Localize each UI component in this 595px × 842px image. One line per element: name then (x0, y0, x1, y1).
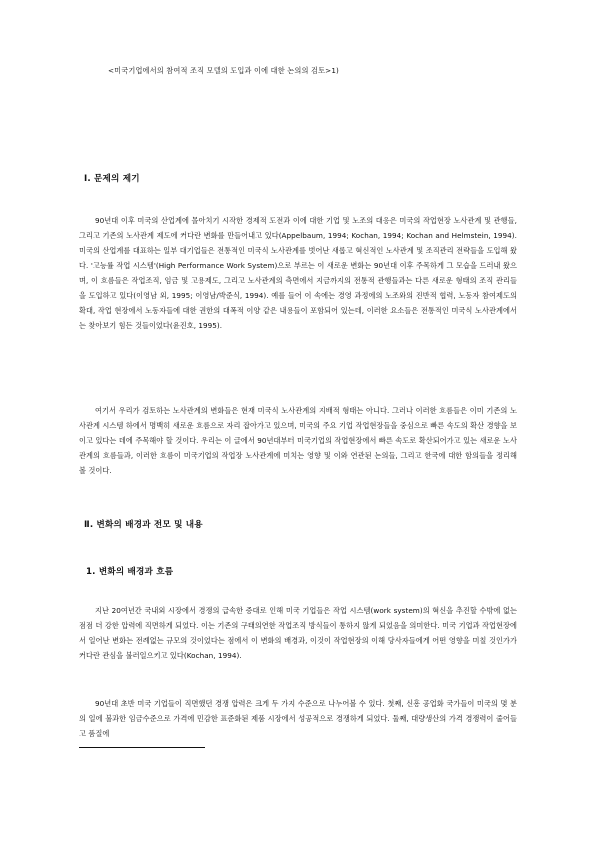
section-heading-problem: Ⅰ. 문제의 제기 (84, 174, 140, 184)
body-paragraph: 지난 20여년간 국내외 시장에서 경쟁의 급속한 증대로 인해 미국 기업들은 작업 시스템(work system)의 혁신을 추진할 수밖에 없는 점점 더 강한 압력에 직면하게 되었다. 이는 기존의 구태의연한 작업조직 방식들이 통하지 않게 되었음을 의미한다. 미국 기업과 작업현장에서 일어난 변화는 전례없는 규모의 것이었다는 점에서 이 변화의 배경과, 이것이 작업현장의 이해 당사자들에게 어떤 영향을 미칠 것인가가 커다란 관심을 불러일으키고 있다(Kochan, 1994). (79, 606, 517, 660)
subsection-heading: 1. 변화의 배경과 흐름 (86, 567, 174, 577)
body-paragraph: 90년대 이후 미국의 산업계에 몰아치기 시작한 경제적 도전과 이에 대한 기업 및 노조의 대응은 미국의 작업현장 노사관계 및 관행들, 그리고 기존의 노사관계 제도에 커다란 변화를 만들어내고 있다(Appelbaum, 1994; Kochan, 1994; Kochan and Helmstein, 1994). 미국의 산업계를 대표하는 일부 대기업들은 전통적인 미국식 노사관계를 벗어난 새롭고 혁신적인 노사관계 및 조직관리 전략들을 도입해 왔다. '고능률 작업 시스템'(High Performance Work System)으로 부르는 이 새로운 변화는 90년대 이후 주목하게 그 모습을 드러내 왔으며, 이 흐름들은 작업조직, 임금 및 고용제도, 그리고 노사관계의 측면에서 지금까지의 전통적 관행들과는 다른 새로운 형태의 조직 관리들을 도입하고 있다(이영남 외, 1995; 이영남/박준식, 1994). 예를 들어 이 속에는 경영 과정에의 노조와의 진반적 협력, 노동자 참여제도의 확대, 작업 현장에서 노동자들에 대한 권한의 대폭적 이양 같은 내용들이 포함되어 있는데, 이러한 요소들은 전통적인 미국식 노사관계에서는 찾아보기 힘든 것들이었다(윤진호, 1995). (79, 216, 517, 330)
body-paragraph: 90년대 초반 미국 기업들이 직면했던 경쟁 압력은 크게 두 가지 수준으로 나누어볼 수 있다. 첫째, 신흥 공업화 국가들이 미국의 몇 분의 일에 불과한 임금수준으로 가격에 민감한 표준화된 제품 시장에서 성공적으로 경쟁하게 되었다. 둘째, 대량생산의 가격 경쟁력이 줄어들고 품질에 (79, 699, 517, 738)
body-paragraph: 여기서 우리가 검토하는 노사관계의 변화들은 현재 미국식 노사관계의 지배적 형태는 아니다. 그러나 이러한 흐름들은 이미 기존의 노사관계 시스템 하에서 명백히 새로운 흐름으로 자리 잡아가고 있으며, 미국의 주요 기업 작업현장들을 중심으로 빠른 속도의 확산 경향을 보이고 있다는 데에 주목해야 할 것이다. 우리는 이 글에서 90년대부터 미국기업의 작업현장에서 빠른 속도로 확산되어가고 있는 새로운 노사관계의 흐름들과, 이러한 흐름이 미국기업의 작업장 노사관계에 미치는 영향 및 이와 연관된 논의들, 그리고 한국에 대한 함의들을 정리해 볼 것이다. (79, 406, 517, 475)
section-heading-background: Ⅱ. 변화의 배경과 전모 및 내용 (84, 520, 203, 530)
document-title: <미국기업에서의 참여적 조직 모델의 도입과 이에 대한 논의의 검토>1) (108, 66, 340, 75)
footnote-divider (79, 747, 205, 748)
